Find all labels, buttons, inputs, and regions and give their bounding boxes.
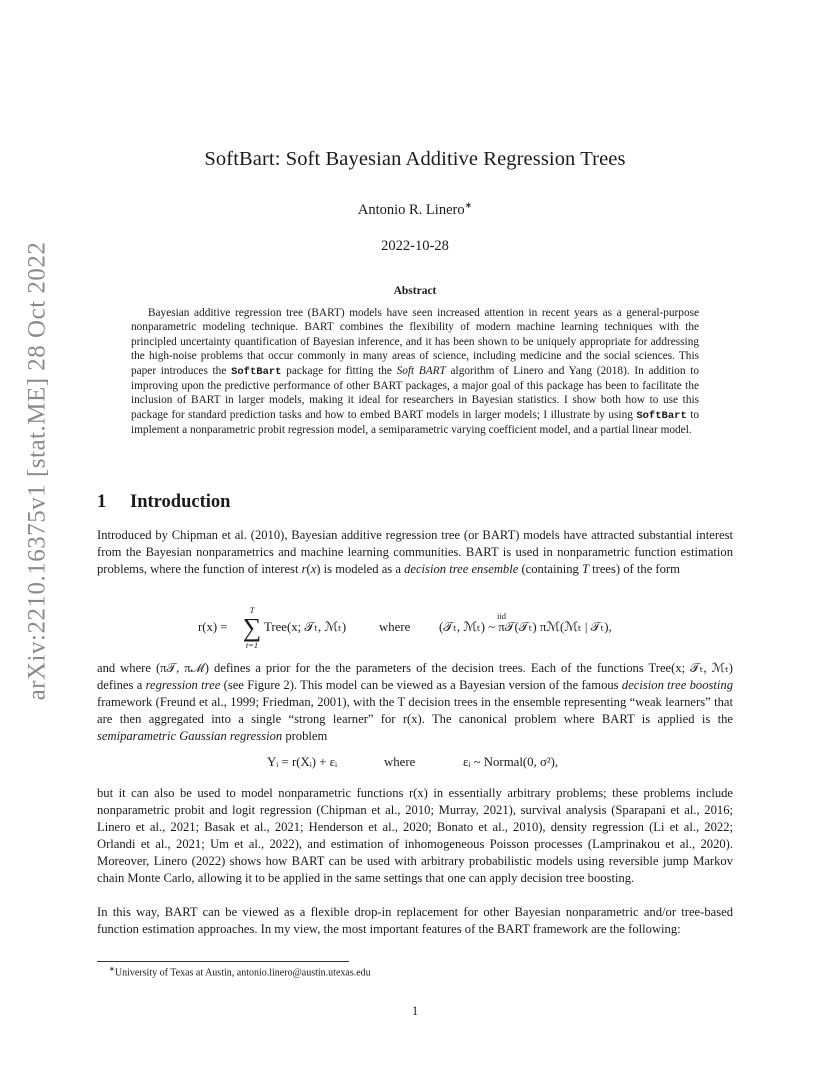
footnote-divider [97, 961, 349, 962]
abstract-package-name-2: SoftBart [636, 409, 687, 422]
author-line [97, 200, 733, 219]
equation1-iid-label: iid [497, 611, 506, 621]
para1-math-x: x [310, 561, 317, 576]
footnote-mark: ∗ [109, 965, 115, 973]
equation2-error-distribution: εᵢ ~ Normal(0, σ²), [463, 755, 559, 769]
para2-emphasis-decision-tree-boosting: decision tree boosting [621, 677, 733, 692]
para1-text-g: (containing [518, 561, 582, 576]
section-title: Introduction [130, 492, 231, 512]
paper-title: SoftBart: Soft Bayesian Additive Regression Trees [204, 148, 626, 170]
para1-math-T: T [581, 561, 589, 576]
arxiv-identifier-stamp [14, 241, 60, 701]
paper-date: 2022-10-28 [381, 238, 449, 254]
para2-text-c: (see Figure 2). This model can be viewed as a Bayesian version of the famous [220, 677, 622, 692]
para2-emphasis-regression-tree: regression tree [145, 677, 221, 692]
equation1-tree-term: Tree(x; 𝒯ₜ, ℳₜ) [264, 620, 347, 634]
para2-text-e: framework (Freund et al., 1999; Friedman, 2001), with the T decision trees in the ensemble representing “weak learners” that are then aggregated into a single “strong learner” for r(x). The canonical problem where BART is applied is the [97, 694, 733, 726]
para1-math-r: r [301, 561, 307, 576]
equation1-prior-text: (𝒯ₜ, ℳₜ) ~ π𝒯(𝒯ₜ) πℳ(ℳₜ | 𝒯ₜ), [439, 620, 612, 634]
paragraph-1 [97, 527, 733, 578]
paragraph-2 [97, 660, 733, 745]
equation-bart-model [97, 606, 733, 654]
footnote [109, 965, 371, 978]
abstract-emphasis-soft-bart: Soft BART [396, 364, 446, 377]
para1-text-e: ) is modeled as a [316, 561, 405, 576]
paragraph-3: but it can also be used to model nonparametric functions r(x) in essentially arbitrary problems; these problems include nonparametric probit and logit regression (Chipman et al., 2010; Murray, 2021), survival analysis (Sparapani et al., 2016; Linero et al., 2021; Basak et al., 2021; Henderson et al., 2020; Bonato et al., 2010), density regression (Li et al., 2022; Orlandi et al., 2021; Um et al., 2022), and estimation of inhomogeneous Poisson processes (Lamprinakou et al., 2020). Moreover, Linero (2022) shows how BART can be used with arbitrary probabilistic models using reversible jump Markov chain Monte Carlo, allowing it to be applied in the same settings that one can apply decision tree boosting. [97, 786, 733, 885]
para1-text-a: Introduced by Chipman et al. (2010), Bayesian additive regression tree (or BART) models have attracted substantial interest from the Bayesian nonparametrics and machine learning communities. BART is used in nonparametric function estimation problems, where the function of interest [97, 528, 733, 576]
equation2-lhs: Yᵢ = r(Xᵢ) + εᵢ [267, 755, 338, 769]
author-name: Antonio R. Linero [357, 201, 465, 218]
para1-paren-open: ( [306, 561, 311, 576]
abstract-text-3: algorithm of Linero and Yang (2018). In addition to improving upon the predictive performance of other BART packages, a major goal of this package has been to facilitate the inclusion of BART in larger models, making it ideal for researchers in Bayesian statistics. I show both how to use this package for standard prediction tasks and how to embed BART models in larger models; I illustrate by using [131, 364, 699, 421]
arxiv-id-text: arXiv:2210.16375v1 [stat.ME] 28 Oct 2022 [23, 241, 50, 701]
equation1-where: where [379, 620, 411, 634]
summation-lower-limit: t=1 [245, 640, 259, 650]
page-number: 1 [411, 1004, 419, 1018]
para2-text-a: and where (π𝒯, πℳ) defines a prior for the the parameters of the decision trees. Each of the functions Tree(x; 𝒯ₜ, ℳₜ) defines a [97, 661, 733, 692]
abstract-text-1: Bayesian additive regression tree (BART) models have seen increased attention in recent years as a general-purpose nonparametric modeling technique. BART combines the flexibility of modern machine learning techniques with the principled uncertainty quantification of Bayesian inference, and it has been shown to be uniquely appropriate for addressing the high-noise problems that occur commonly in many areas of science, including medicine and the social sciences. This paper introduces the [131, 307, 699, 377]
paragraph-4: In this way, BART can be viewed as a flexible drop-in replacement for other Bayesian nonparametric and/or tree-based function estimation approaches. In my view, the most important features of the BART framework are the following: [97, 905, 733, 936]
para1-emphasis-decision-tree-ensemble: decision tree ensemble [404, 561, 519, 576]
para2-emphasis-semiparametric-gaussian-regression: semiparametric Gaussian regression [97, 728, 283, 743]
abstract-text-4: to implement a nonparametric probit regression model, a semiparametric varying coefficient model, and a partial linear model. [131, 408, 699, 437]
abstract-body [131, 306, 699, 438]
equation1-lhs: r(x) = [198, 620, 228, 634]
sigma-icon: ∑ [242, 613, 262, 642]
abstract-heading: Abstract [393, 285, 437, 297]
equation1-prior [439, 611, 612, 635]
footnote-text: University of Texas at Austin, antonio.linero@austin.utexas.edu [114, 967, 371, 979]
section-heading-introduction [97, 492, 230, 513]
abstract-package-name-1: SoftBart [231, 365, 282, 378]
section-number: 1 [97, 492, 107, 512]
equation2-where: where [384, 755, 416, 769]
summation-symbol [241, 606, 263, 650]
para2-text-g: problem [282, 728, 328, 743]
author-footnote-mark: ∗ [464, 200, 473, 210]
abstract-text-2: package for fitting the [281, 364, 397, 377]
summation-upper-limit: T [249, 605, 255, 615]
para1-text-i: trees) of the form [589, 561, 680, 576]
